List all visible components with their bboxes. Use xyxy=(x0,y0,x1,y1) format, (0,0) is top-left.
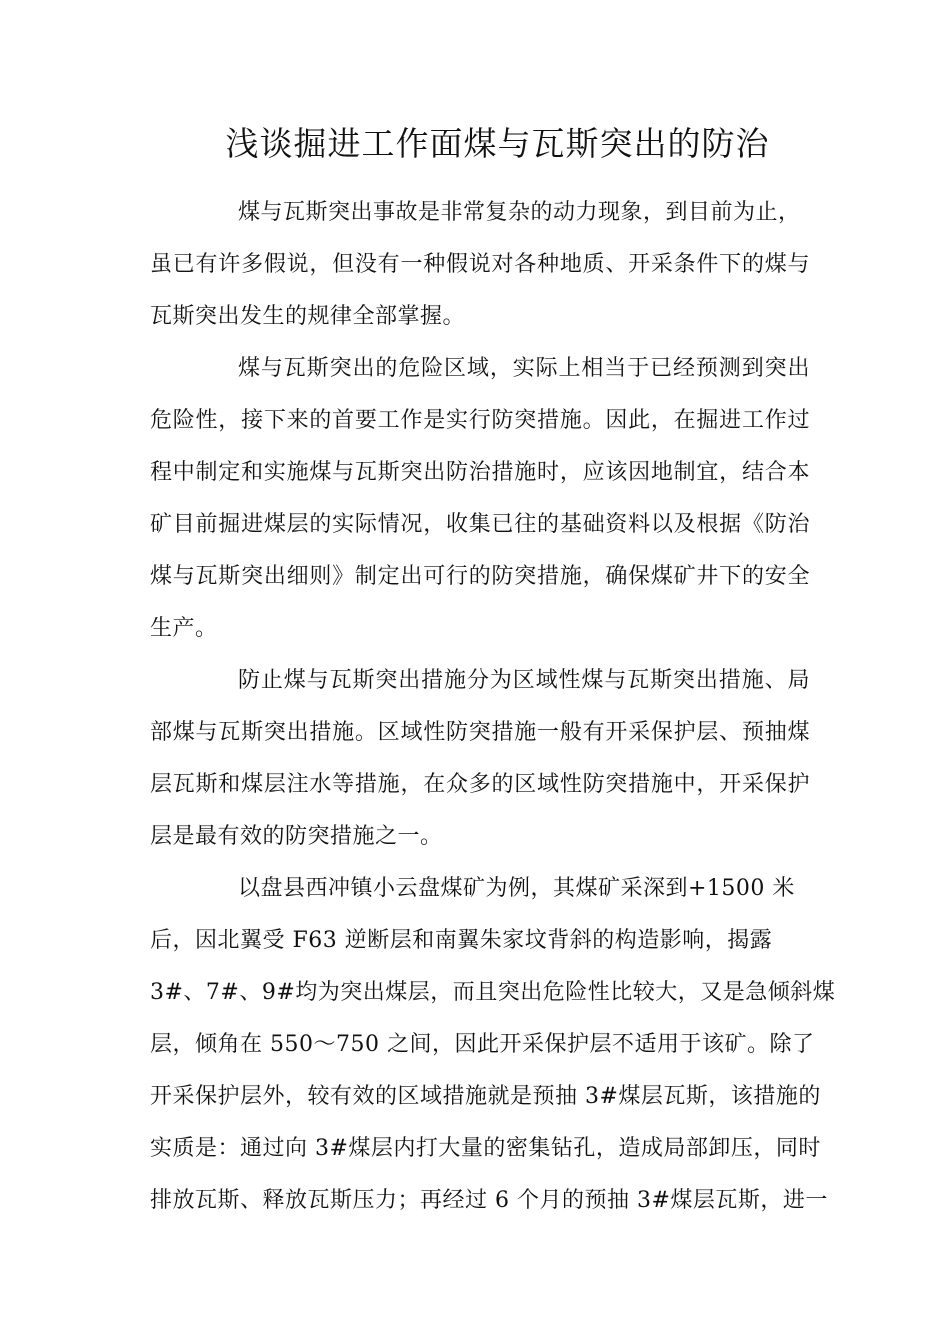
paragraph-line: 层，倾角在 550～750 之间，因此开采保护层不适用于该矿。除了 xyxy=(150,1032,815,1057)
paragraph-line: 煤与瓦斯突出的危险区域，实际上相当于已经预测到突出 xyxy=(238,356,810,381)
paragraph-line: 煤与瓦斯突出细则》制定出可行的防突措施，确保煤矿井下的安全 xyxy=(150,564,810,589)
paragraph-line: 煤与瓦斯突出事故是非常复杂的动力现象，到目前为止， xyxy=(238,200,801,225)
paragraph-line: 后，因北翼受 F63 逆断层和南翼朱家坟背斜的构造影响，揭露 xyxy=(150,928,773,953)
paragraph-line: 危险性，接下来的首要工作是实行防突措施。因此，在掘进工作过 xyxy=(150,408,810,433)
paragraph-line: 生产。 xyxy=(150,616,218,641)
paragraph-line: 3#、7#、9#均为突出煤层，而且突出危险性比较大，又是急倾斜煤 xyxy=(150,980,836,1005)
document-title: 浅谈掘进工作面煤与瓦斯突出的防治 xyxy=(225,124,770,163)
paragraph-line: 层是最有效的防突措施之一。 xyxy=(150,824,443,849)
paragraph-line: 排放瓦斯、释放瓦斯压力；再经过 6 个月的预抽 3#煤层瓦斯，进一 xyxy=(150,1188,828,1213)
paragraph-line: 部煤与瓦斯突出措施。区域性防突措施一般有开采保护层、预抽煤 xyxy=(150,720,810,745)
paragraph-line: 以盘县西冲镇小云盘煤矿为例，其煤矿采深到+1500 米 xyxy=(238,876,795,901)
paragraph-line: 防止煤与瓦斯突出措施分为区域性煤与瓦斯突出措施、局 xyxy=(238,668,810,693)
paragraph-line: 开采保护层外，较有效的区域措施就是预抽 3#煤层瓦斯，该措施的 xyxy=(150,1084,821,1109)
paragraph-line: 程中制定和实施煤与瓦斯突出防治措施时，应该因地制宜，结合本 xyxy=(150,460,810,485)
paragraph-line: 实质是：通过向 3#煤层内打大量的密集钻孔，造成局部卸压，同时 xyxy=(150,1136,821,1161)
paragraph-line: 瓦斯突出发生的规律全部掌握。 xyxy=(150,304,466,329)
paragraph-line: 矿目前掘进煤层的实际情况，收集已往的基础资料以及根据《防治 xyxy=(150,512,810,537)
paragraph-line: 层瓦斯和煤层注水等措施，在众多的区域性防突措施中，开采保护 xyxy=(150,772,810,797)
paragraph-line: 虽已有许多假说，但没有一种假说对各种地质、开采条件下的煤与 xyxy=(150,252,810,277)
